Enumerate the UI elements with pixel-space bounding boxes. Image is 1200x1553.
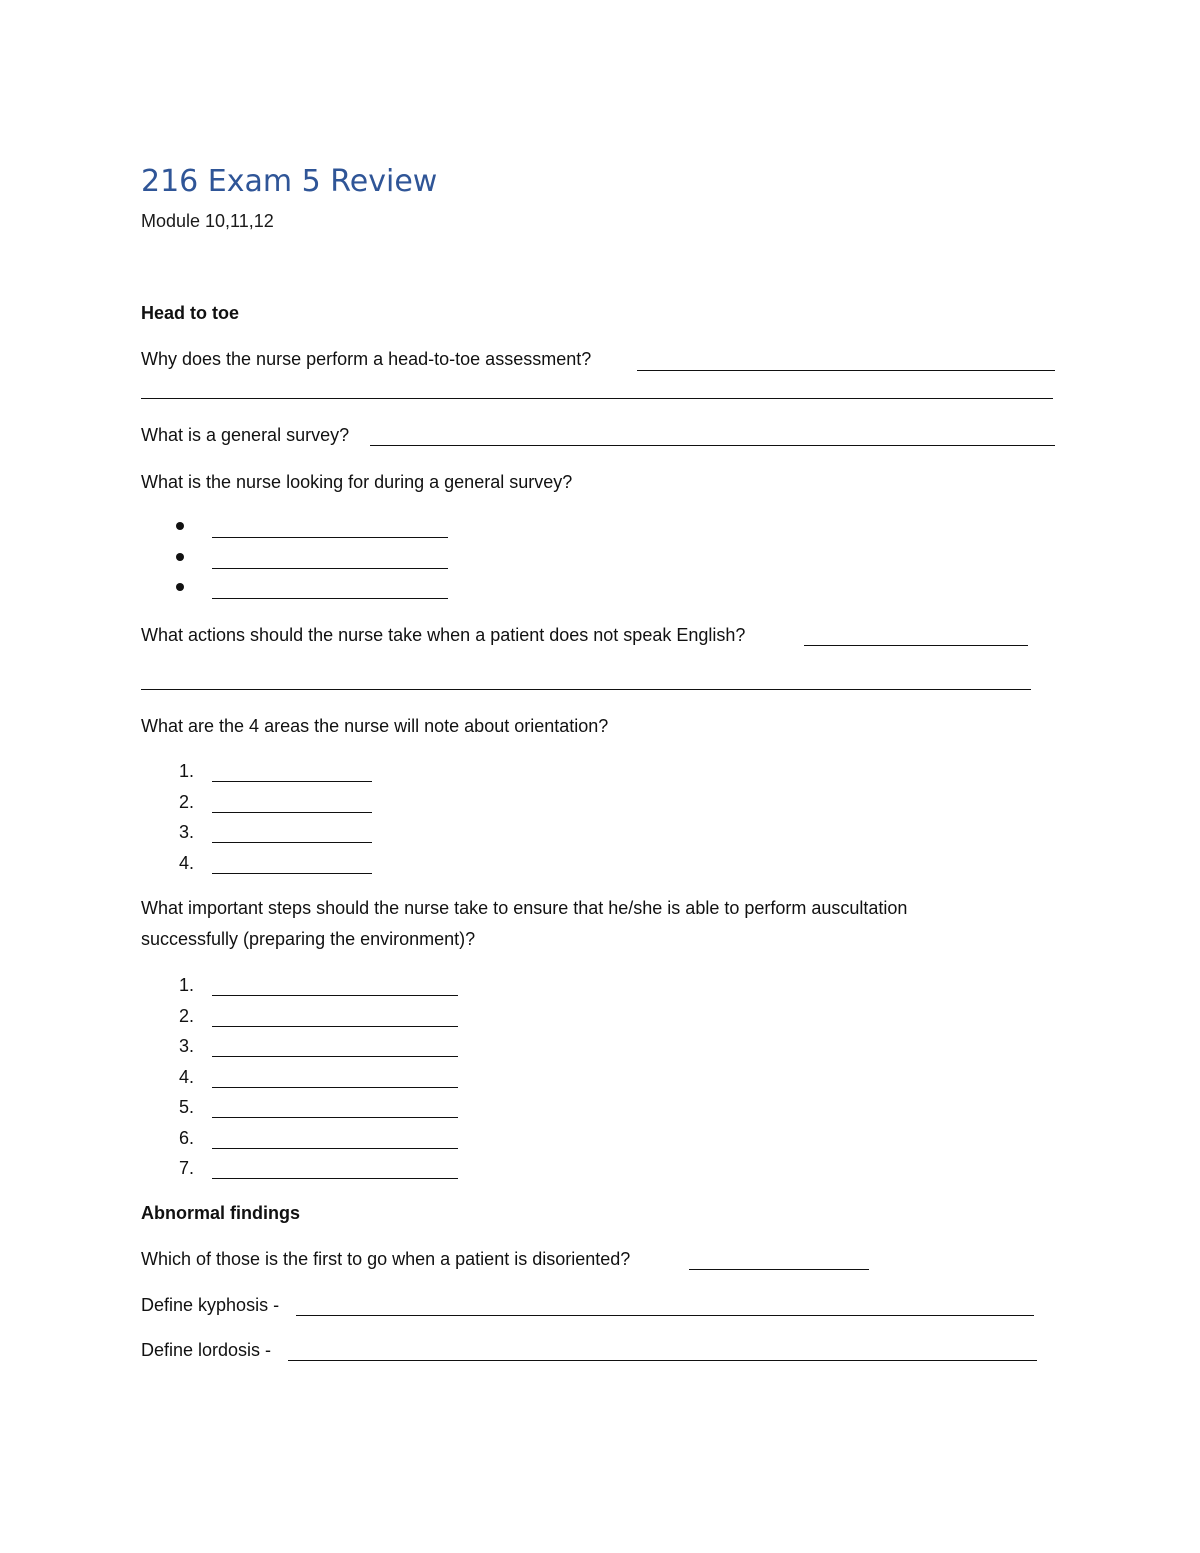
answer-line-auscultation-1[interactable] — [212, 995, 458, 996]
answer-line-orientation-3[interactable] — [212, 842, 372, 843]
answer-line-q3-2[interactable] — [212, 568, 448, 569]
answer-line-orientation-4[interactable] — [212, 873, 372, 874]
section-heading-head-to-toe: Head to toe — [141, 303, 240, 323]
answer-line-q1b[interactable] — [141, 398, 1053, 399]
question-first-to-go: Which of those is the first to go when a patient is disoriented? — [141, 1249, 631, 1269]
question-orientation-areas: What are the 4 areas the nurse will note about orientation? — [141, 716, 609, 736]
answer-line-orientation-1[interactable] — [212, 781, 372, 782]
section-heading-abnormal-findings: Abnormal findings — [141, 1203, 300, 1223]
bullet-icon — [176, 522, 184, 530]
answer-line-auscultation-4[interactable] — [212, 1087, 458, 1088]
answer-line-auscultation-7[interactable] — [212, 1178, 458, 1179]
list-number: 5. — [178, 1097, 194, 1117]
question-general-survey-looking-for: What is the nurse looking for during a general survey? — [141, 472, 573, 492]
question-general-survey: What is a general survey? — [141, 425, 350, 445]
list-number: 2. — [178, 792, 194, 812]
list-number: 3. — [178, 1036, 194, 1056]
answer-line-q1a[interactable] — [637, 370, 1055, 371]
bullet-icon — [176, 553, 184, 561]
document-title: 216 Exam 5 Review — [141, 164, 438, 199]
answer-line-auscultation-6[interactable] — [212, 1148, 458, 1149]
list-number: 6. — [178, 1128, 194, 1148]
question-auscultation-steps-line2: successfully (preparing the environment)? — [141, 929, 476, 949]
answer-line-q3-1[interactable] — [212, 537, 448, 538]
answer-line-auscultation-5[interactable] — [212, 1117, 458, 1118]
document-subtitle: Module 10,11,12 — [141, 211, 274, 231]
answer-line-orientation-2[interactable] — [212, 812, 372, 813]
list-number: 4. — [178, 853, 194, 873]
question-non-english-speaker: What actions should the nurse take when a patient does not speak English? — [141, 625, 746, 645]
answer-line-q4b[interactable] — [141, 689, 1031, 690]
list-number: 1. — [178, 761, 194, 781]
question-auscultation-steps-line1: What important steps should the nurse take to ensure that he/she is able to perform auscultation — [141, 898, 908, 918]
answer-line-q2[interactable] — [370, 445, 1055, 446]
answer-line-auscultation-2[interactable] — [212, 1026, 458, 1027]
question-define-kyphosis: Define kyphosis - — [141, 1295, 280, 1315]
list-number: 1. — [178, 975, 194, 995]
answer-line-q7[interactable] — [689, 1269, 869, 1270]
answer-line-q4a[interactable] — [804, 645, 1028, 646]
answer-line-kyphosis[interactable] — [296, 1315, 1034, 1316]
list-number: 7. — [178, 1158, 194, 1178]
list-number: 3. — [178, 822, 194, 842]
answer-line-lordosis[interactable] — [288, 1360, 1037, 1361]
answer-line-q3-3[interactable] — [212, 598, 448, 599]
answer-line-auscultation-3[interactable] — [212, 1056, 458, 1057]
list-number: 4. — [178, 1067, 194, 1087]
bullet-icon — [176, 583, 184, 591]
question-head-to-toe-purpose: Why does the nurse perform a head-to-toe assessment? — [141, 349, 592, 369]
list-number: 2. — [178, 1006, 194, 1026]
question-define-lordosis: Define lordosis - — [141, 1340, 272, 1360]
